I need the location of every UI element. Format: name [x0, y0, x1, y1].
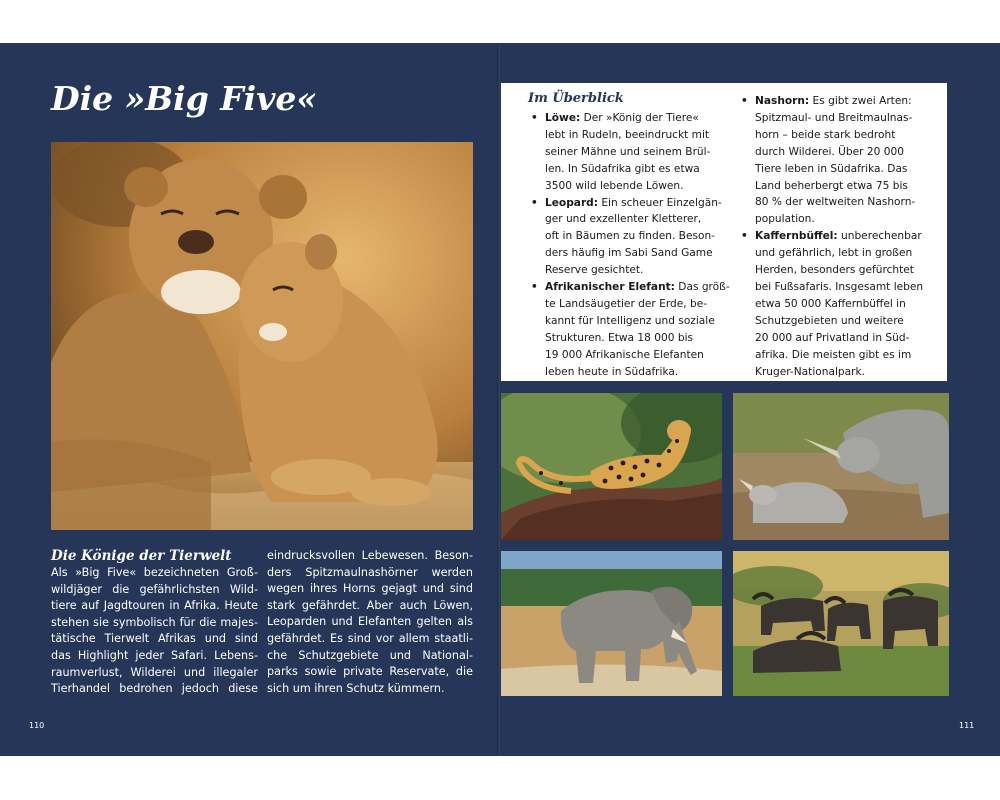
lion-illustration	[51, 142, 473, 530]
text-line: raumverlust, Wilderei und illegaler	[51, 665, 258, 679]
overview-line: • Nashorn: Es gibt zwei Arten:	[755, 95, 912, 107]
text-line: das Highlight jeder Safari. Lebens-	[51, 648, 258, 662]
overview-line: Tiere leben in Südafrika. Das	[755, 162, 908, 175]
overview-line: Herden, besonders gefürchtet	[755, 264, 914, 277]
overview-line: oft in Bäumen zu finden. Beson-	[545, 230, 716, 243]
right-page	[500, 43, 1000, 756]
overview-line: horn – beide stark bedroht	[755, 128, 896, 141]
buffalo-illustration	[733, 551, 949, 696]
overview-line: etwa 50 000 Kaffernbüffel in	[755, 297, 906, 310]
overview-line: • Kaffernbüffel: unberechenbar	[755, 230, 922, 243]
text-line: stehen sie symbolisch für die majes-	[51, 615, 258, 629]
text-line: che Schutzgebiete und National-	[267, 648, 473, 662]
overview-line: 80 % der weltweiten Nashorn-	[755, 196, 916, 209]
overview-line: Land beherbergt etwa 75 bis	[755, 179, 908, 192]
section-heading: Die Könige der Tierwelt	[51, 548, 232, 564]
overview-line: • Afrikanischer Elefant: Das größ-	[545, 281, 730, 294]
book-spread	[0, 43, 1000, 756]
overview-box	[501, 83, 947, 381]
overview-label: Kaffernbüffel:	[755, 230, 838, 243]
overview-label: Löwe:	[545, 112, 581, 124]
overview-line: ger und exzellenter Kletterer,	[545, 213, 702, 226]
overview-item-leopard	[529, 195, 729, 280]
text-line: tätische Tierwelt Afrikas und sind	[51, 632, 258, 646]
overview-line: ders häufig im Sabi Sand Game	[545, 247, 713, 260]
overview-title: Im Überblick	[528, 91, 624, 106]
rhino-photo	[733, 393, 949, 540]
overview-line: 3500 wild lebende Löwen.	[545, 179, 684, 192]
lion-photo	[51, 142, 473, 530]
text-line: Als »Big Five« bezeichneten Groß-	[51, 566, 258, 579]
overview-line: len. In Südafrika gibt es etwa	[545, 162, 700, 175]
overview-item-loewe	[529, 110, 729, 195]
text-line: parks sowie private Reservate, die	[267, 665, 473, 679]
overview-line: Spitzmaul- und Breitmaulnas-	[755, 111, 913, 124]
text-line: wegen ihres Horns gejagt und sind	[267, 582, 473, 596]
body-text-column-2	[267, 548, 473, 697]
overview-item-kaffernbueffel	[739, 228, 935, 380]
overview-line: bei Fußsafaris. Insgesamt leben	[755, 280, 924, 293]
overview-line: lebt in Rudeln, beeindruckt mit	[545, 128, 710, 141]
overview-line: population.	[755, 213, 815, 226]
overview-label: Afrikanischer Elefant:	[545, 281, 675, 294]
overview-line: durch Wilderei. Über 20 000	[755, 145, 904, 158]
page-number-left: 110	[29, 721, 45, 730]
overview-item-nashorn	[739, 93, 935, 228]
text-line: gefährdet. Es sind vor allem staatli-	[267, 631, 473, 645]
text-line: sich um ihren Schutz kümmern.	[267, 681, 445, 695]
overview-line: leben heute in Südafrika.	[545, 365, 679, 378]
buffalo-photo	[733, 551, 949, 696]
overview-line: kannt für Intelligenz und soziale	[545, 314, 715, 327]
overview-line: 19 000 Afrikanische Elefanten	[545, 348, 704, 361]
overview-column-2	[739, 93, 935, 380]
text-line: stark gefährdet. Aber auch Löwen,	[267, 598, 473, 612]
body-text-column-1	[51, 565, 258, 698]
elephant-illustration	[501, 551, 722, 696]
overview-line: Reserve gesichtet.	[545, 264, 644, 277]
overview-line: te Landsäugetier der Erde, be-	[545, 297, 708, 310]
overview-line: Schutzgebieten und weitere	[755, 314, 904, 327]
elephant-photo	[501, 551, 722, 696]
text-line: tiere auf Jagdtouren in Afrika. Heute	[51, 599, 258, 613]
rhino-illustration	[733, 393, 949, 540]
text-line: ders Spitzmaulnashörner werden	[267, 565, 473, 579]
overview-line: • Löwe: Der »König der Tiere«	[545, 112, 699, 124]
page-title: Die »Big Five«	[51, 79, 318, 118]
text-line: eindrucksvollen Lebewesen. Beson-	[267, 549, 473, 562]
overview-item-elefant	[529, 279, 729, 380]
overview-line: seiner Mähne und seinem Brül-	[545, 145, 711, 158]
overview-label: Leopard:	[545, 196, 598, 209]
page-number-right: 111	[959, 721, 975, 730]
text-line: wildjäger die gefährlichsten Wild-	[51, 582, 258, 596]
overview-line: • Leopard: Ein scheuer Einzelgän-	[545, 196, 722, 209]
leopard-illustration	[501, 393, 722, 540]
text-line: Leoparden und Elefanten gelten als	[267, 615, 473, 629]
text-line: Tierhandel bedrohen jedoch diese	[51, 682, 258, 696]
overview-label: Nashorn:	[755, 95, 810, 107]
overview-column-1	[529, 110, 729, 381]
overview-line: und gefährlich, lebt in großen	[755, 247, 913, 260]
leopard-photo	[501, 393, 722, 540]
overview-line: Strukturen. Etwa 18 000 bis	[545, 331, 694, 344]
overview-line: Kruger-Nationalpark.	[755, 365, 865, 378]
overview-line: afrika. Die meisten gibt es im	[755, 348, 912, 361]
left-page	[0, 43, 498, 756]
overview-line: 20 000 auf Privatland in Süd-	[755, 331, 910, 344]
